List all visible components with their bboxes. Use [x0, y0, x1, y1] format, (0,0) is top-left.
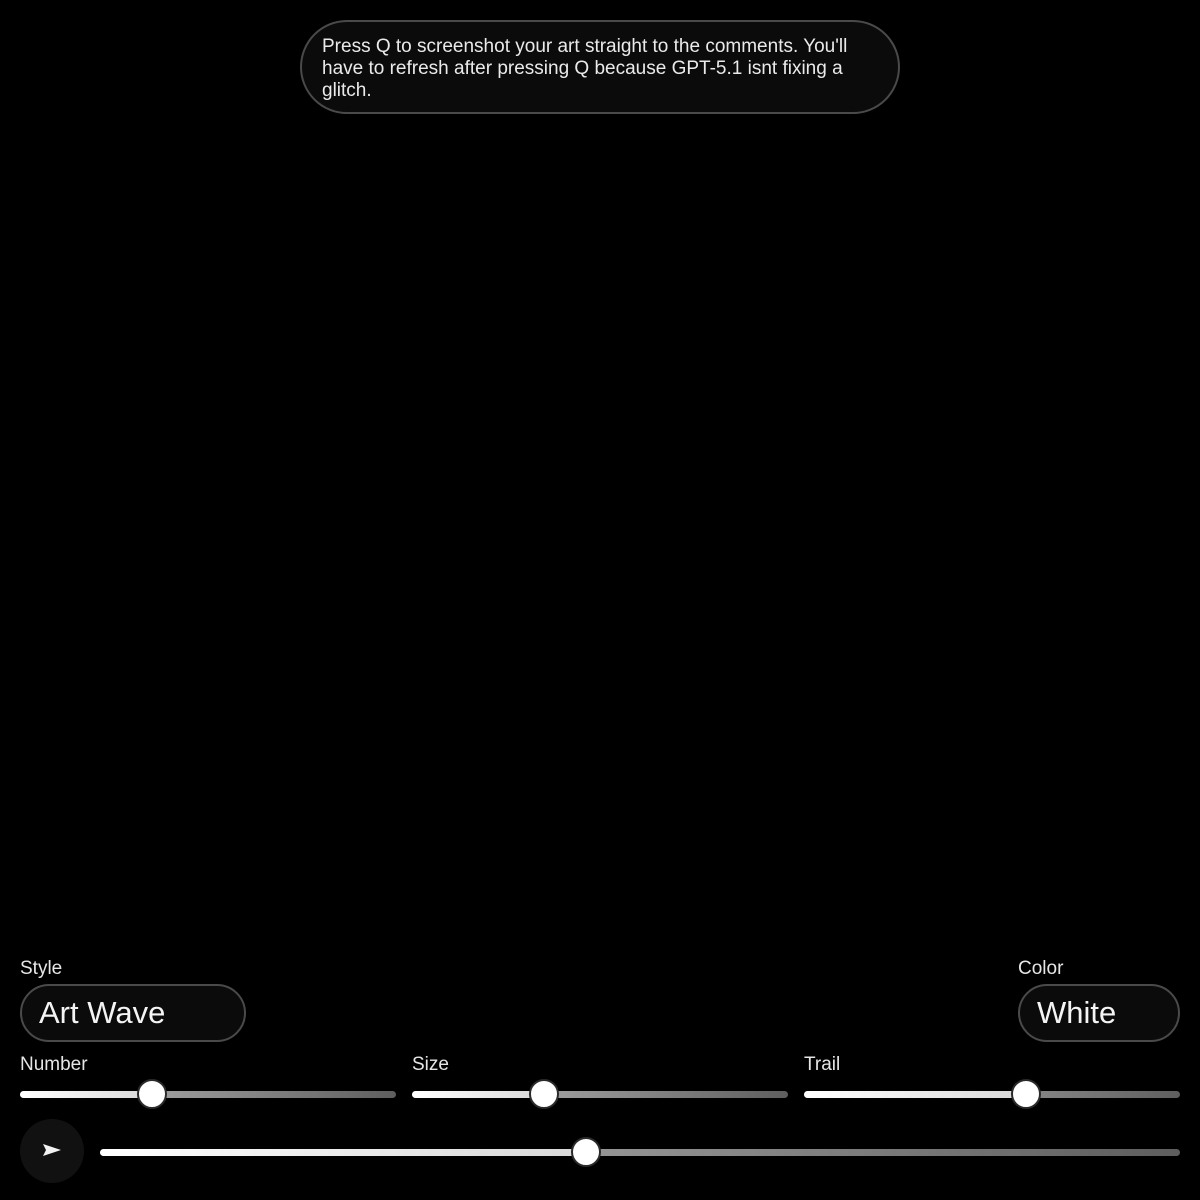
size-slider-fill — [412, 1091, 544, 1098]
play-button[interactable] — [20, 1119, 84, 1183]
screenshot-notice — [300, 20, 900, 114]
timeline-slider-fill — [100, 1149, 586, 1156]
color-select-value: White — [1037, 995, 1117, 1030]
size-slider[interactable] — [412, 1080, 788, 1108]
style-select-value: Art Wave — [39, 995, 166, 1030]
play-icon — [43, 1143, 61, 1157]
size-slider-thumb[interactable] — [529, 1079, 559, 1109]
number-label: Number — [20, 1054, 88, 1075]
style-label: Style — [20, 958, 63, 979]
style-select[interactable] — [20, 984, 246, 1042]
trail-slider-fill — [804, 1091, 1026, 1098]
number-slider[interactable] — [20, 1080, 396, 1108]
color-label: Color — [1018, 958, 1064, 979]
trail-slider-thumb[interactable] — [1011, 1079, 1041, 1109]
trail-label: Trail — [804, 1054, 841, 1075]
timeline-slider[interactable] — [100, 1138, 1180, 1166]
size-label: Size — [412, 1054, 449, 1075]
color-select[interactable] — [1018, 984, 1180, 1042]
trail-slider[interactable] — [804, 1080, 1180, 1108]
notice-text: Press Q to screenshot your art straight to the comments. You'll have to refresh after pressing Q because GPT-5.1 isnt fixing a glitch. — [322, 36, 848, 101]
timeline-slider-thumb[interactable] — [571, 1137, 601, 1167]
number-slider-thumb[interactable] — [137, 1079, 167, 1109]
number-slider-fill — [20, 1091, 152, 1098]
